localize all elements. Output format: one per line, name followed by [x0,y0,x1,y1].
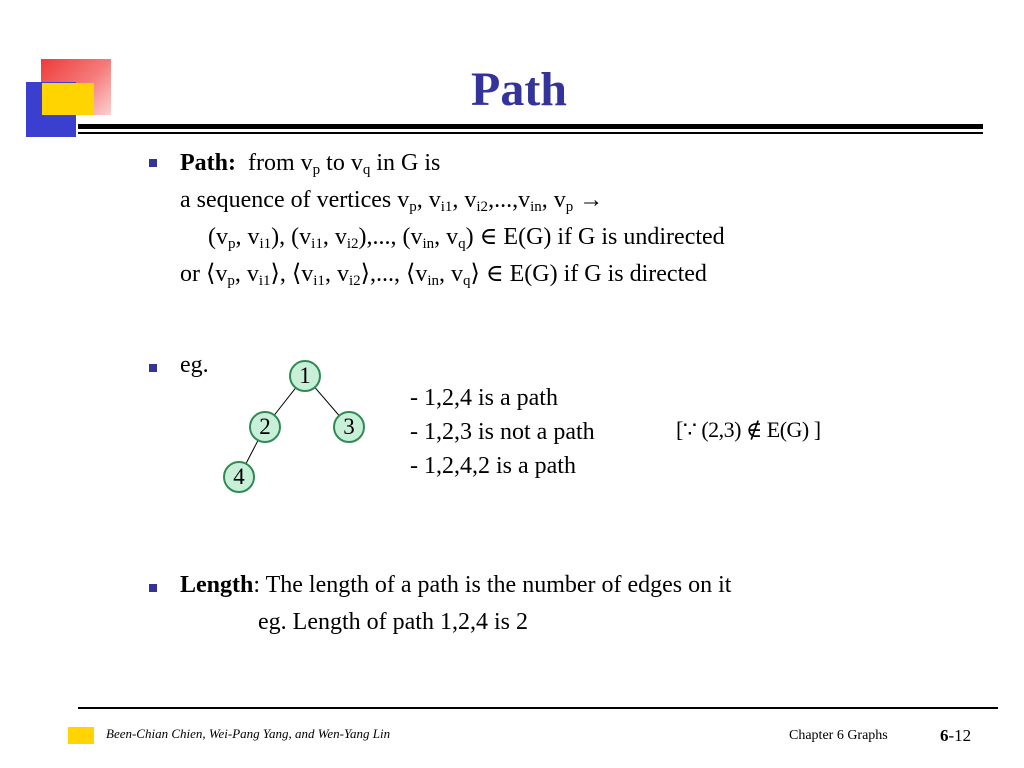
page-number-chapter: 6 [940,726,949,745]
footer-rule [78,707,998,709]
example-3: - 1,2,4,2 is a path [410,453,576,479]
path-definition-line2: a sequence of vertices $v_p$, $v_{i1}$, $v_{i2},...,v_{in}$, $v_p$ → [180,187,604,215]
graph-node-2: 2 [249,411,281,443]
graph-node-4: 4 [223,461,255,493]
path-definition-line1: Path: from $v_p$ to $v_q$ in G is [180,150,441,178]
eg-label: eg. [180,352,209,378]
example-2-note: [∵ (2,3) ∉ E(G) ] [676,417,821,442]
slide-title: Path [471,63,567,116]
length-definition [180,571,731,599]
footer-chapter: Chapter 6 Graphs [789,728,888,743]
example-2: - 1,2,3 is not a path [410,419,595,445]
footer-yellow-square [68,727,94,744]
path-definition-line3: ($v_p$, $v_{i1}$), ($v_{i1}$, $v_{i2}$),..., ($v_{in}$, $v_q$) ∈ E(G) if G is undirected [208,224,725,252]
page-number [940,726,971,746]
path-definition-line4: or $⟨v_p$, $v_{i1}⟩$, $⟨v_{i1}$, $v_{i2}⟩$,..., $⟨v_{in}$, $v_q⟩$ ∈ E(G) if G is directed [180,261,707,289]
length-text: : The length of a path is the number of edges on it [253,572,732,598]
bullet-length-marker [149,584,157,592]
length-example: eg. Length of path 1,2,4 is 2 [258,609,528,635]
graph-node-1: 1 [289,360,321,392]
length-label: Length [180,572,254,598]
page-number-rest: -12 [948,726,972,745]
graph-node-3: 3 [333,411,365,443]
footer-authors: Been-Chian Chien, Wei-Pang Yang, and Wen-Yang Lin [106,726,391,741]
example-1: - 1,2,4 is a path [410,385,558,411]
path-label: Path: [180,150,236,176]
